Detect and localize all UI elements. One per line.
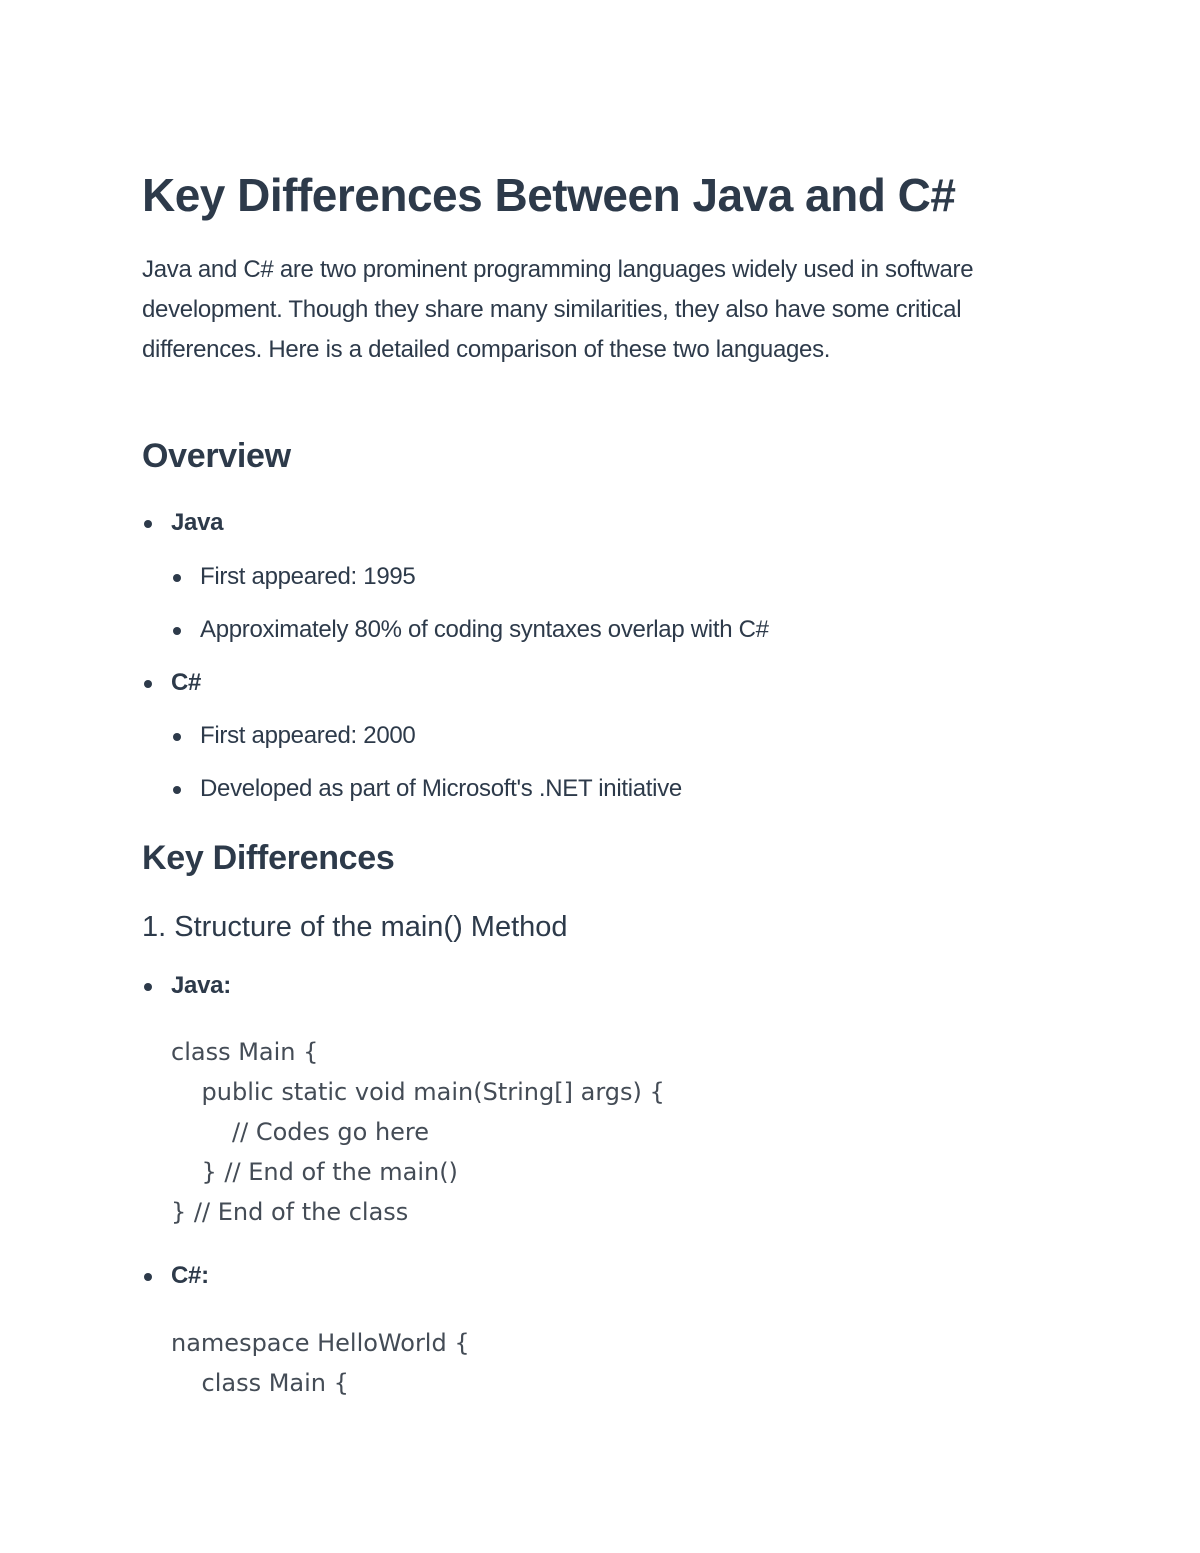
section-main-method-heading: 1. Structure of the main() Method [142,911,568,943]
overview-csharp-dotnet: Developed as part of Microsoft's .NET initiative [200,775,682,802]
page-title: Key Differences Between Java and C# [142,169,956,221]
key-differences-heading: Key Differences [142,839,395,877]
java-code-block: class Main { public static void main(String[] args) { // Codes go here } // End of the main() } // End of the class [171,1038,665,1226]
csharp-code-block: namespace HelloWorld { class Main { [171,1329,470,1397]
csharp-code-label: C#: [171,1262,209,1289]
intro-paragraph: Java and C# are two prominent programming languages widely used in software development. Though they share many similarities, they also have some critical differences. Here is a detailed comparison of these two languages. [142,256,974,363]
overview-csharp-item: C# [171,669,202,696]
java-code-label: Java: [171,972,231,999]
overview-java-first-appeared: First appeared: 1995 [200,563,416,590]
overview-java-syntax-overlap: Approximately 80% of coding syntaxes overlap with C# [200,616,769,643]
overview-heading: Overview [142,437,291,475]
overview-csharp-first-appeared: First appeared: 2000 [200,722,416,749]
overview-java-item: Java [171,509,224,536]
